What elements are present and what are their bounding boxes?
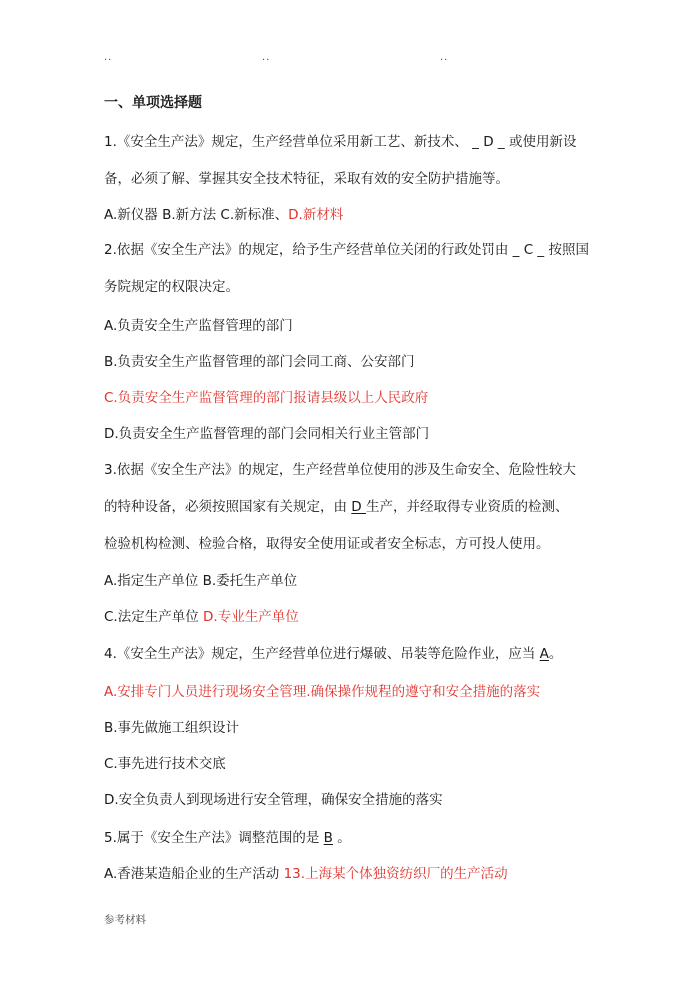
q2-option-d: D.负责安全生产监督管理的部门会同相关行业主管部门 <box>104 426 430 442</box>
q4-stem <box>104 645 562 663</box>
q2-stem-line1: 2.依据《安全生产法》的规定，给予生产经营单位关闭的行政处罚由 _ C _ 按照国 <box>104 242 589 258</box>
q5-stem-pre: 5.属于《安全生产法》调整范围的是 <box>104 830 324 846</box>
q3-stem-post: 生产，并经取得专业资质的检测、 <box>365 499 569 515</box>
q3-stem-line1: 3.依据《安全生产法》的规定，生产经营单位使用的涉及生命安全、危险性较大 <box>104 462 576 478</box>
q5-options <box>104 865 508 883</box>
q2-stem-line2: 务院规定的权限决定。 <box>104 279 239 295</box>
q5-option-b-answer: 13.上海某个体独资纺织厂的生产活动 <box>283 866 508 882</box>
q4-option-c: C.事先进行技术交底 <box>104 756 226 772</box>
header-dot-2: .. <box>262 52 271 63</box>
q5-option-a: A.香港某造船企业的生产活动 <box>104 866 284 882</box>
q3-answer-blank: D <box>351 499 366 515</box>
q3-options-ab: A.指定生产单位 B.委托生产单位 <box>104 573 298 589</box>
q3-option-d-answer: D.专业生产单位 <box>203 609 299 625</box>
q2-option-a: A.负责安全生产监督管理的部门 <box>104 318 293 334</box>
q2-option-c-answer: C.负责安全生产监督管理的部门报请县级以上人民政府 <box>104 390 429 406</box>
q2-option-b: B.负责安全生产监督管理的部门会同工商、公安部门 <box>104 354 415 370</box>
q1-options-plain: A.新仪器 B.新方法 C.新标准、 <box>104 207 289 223</box>
q1-answer-option: D.新材料 <box>288 207 344 223</box>
footer-label: 参考材料 <box>104 914 146 926</box>
header-dot-1: .. <box>104 52 113 63</box>
section-title: 一、单项选择题 <box>104 95 202 111</box>
q5-answer-blank: B <box>323 830 333 846</box>
header-dot-3: .. <box>440 52 449 63</box>
q4-stem-pre: 4.《安全生产法》规定，生产经营单位进行爆破、吊装等危险作业，应当 <box>104 646 540 662</box>
q5-stem-post: 。 <box>332 830 351 846</box>
q4-option-d: D.安全负责人到现场进行安全管理，确保安全措施的落实 <box>104 792 443 808</box>
q3-stem-pre: 的特种设备，必须按照国家有关规定，由 <box>104 499 352 515</box>
q1-stem-line2: 备，必须了解、掌握其安全技术特征，采取有效的安全防护措施等。 <box>104 171 509 187</box>
q4-option-b: B.事先做施工组织设计 <box>104 720 240 736</box>
q1-options <box>104 206 343 224</box>
q4-stem-post: 。 <box>548 646 563 662</box>
q3-stem-line2 <box>104 498 568 516</box>
q4-answer-blank: A <box>539 646 549 662</box>
q1-stem-line1: 1.《安全生产法》规定，生产经营单位采用新工艺、新技术、 _ D _ 或使用新设 <box>104 134 577 150</box>
q3-stem-line3: 检验机构检测、检验合格，取得安全使用证或者安全标志，方可投人使用。 <box>104 536 550 552</box>
q3-options-cd <box>104 608 299 626</box>
q4-option-a-answer: A.安排专门人员进行现场安全管理.确保操作规程的遵守和安全措施的落实 <box>104 684 541 700</box>
q3-option-c: C.法定生产单位 <box>104 609 204 625</box>
q5-stem <box>104 829 351 847</box>
